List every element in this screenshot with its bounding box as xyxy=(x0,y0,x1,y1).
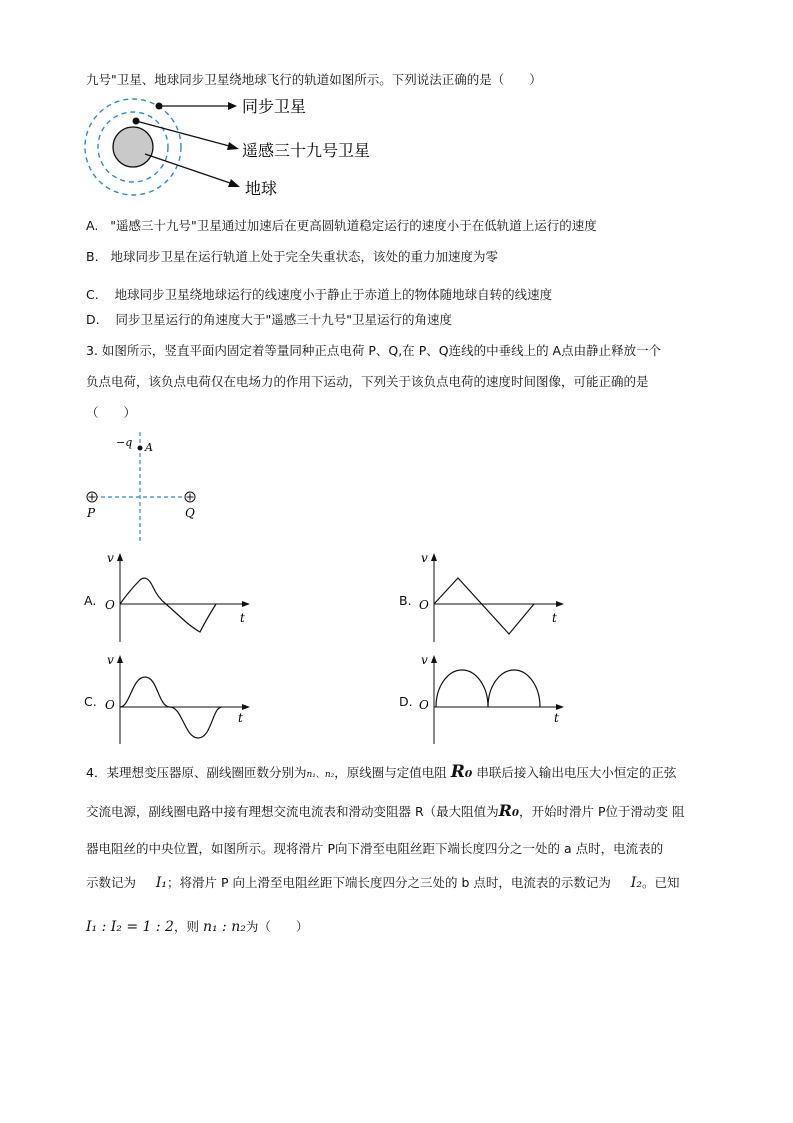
axis-t-label: t xyxy=(238,711,243,725)
option-text: 地球同步卫星在运行轨道上处于完全失重状态，该处的重力加速度为零 xyxy=(110,249,498,264)
var-n2: n₂ xyxy=(324,770,335,780)
q4-line2 xyxy=(86,801,684,820)
earth-circle xyxy=(113,127,153,167)
origin-label: O xyxy=(419,598,429,612)
label-yaogan: 遥感三十九号卫星 xyxy=(242,141,371,160)
axis-t-label: t xyxy=(552,611,557,625)
label-sync: 同步卫星 xyxy=(242,97,307,116)
origin-label: O xyxy=(105,698,115,712)
origin-label: O xyxy=(419,698,429,712)
q4-line4 xyxy=(86,873,679,891)
graph-a xyxy=(100,550,260,645)
point-a-dot xyxy=(138,446,143,451)
graph-a-key: A. xyxy=(84,593,97,608)
graph-b-curve xyxy=(434,578,534,634)
var-r0: R₀ xyxy=(450,762,473,782)
q4-text: 4．某理想变压器原、副线圈匝数分别为 xyxy=(86,765,307,780)
var-i2: I₂ xyxy=(630,875,642,891)
charge-q-label: Q xyxy=(185,506,195,520)
option-text: 同步卫星运行的角速度大于"遥感三十九号"卫星运行的角速度 xyxy=(115,312,453,327)
q2-option-b xyxy=(86,247,498,265)
orbit-figure xyxy=(75,92,405,202)
q4-text: ，则 xyxy=(173,919,199,934)
axis-t-label: t xyxy=(240,611,245,625)
graph-c xyxy=(100,652,260,747)
graph-d-key: D. xyxy=(399,694,413,709)
option-text: 地球同步卫星绕地球运行的线速度小于静止于赤道上的物体随地球自转的线速度 xyxy=(114,287,553,302)
q3-stem-line2: 负点电荷，该负点电荷仅在电场力的作用下运动，下列关于该负点电荷的速度时间图像，可能正确的是 xyxy=(86,374,649,389)
q4-text: ；将滑片 P 向上滑至电阻丝距下端长度四分之三处的 b 点时，电流表的示数记为 xyxy=(167,875,611,890)
option-key: B. xyxy=(86,249,99,264)
q3-stem-line3: （ ） xyxy=(86,405,137,420)
axis-v-label: v xyxy=(107,551,114,565)
graph-d-curve xyxy=(436,670,540,707)
q4-text: 为（ ） xyxy=(245,919,309,934)
axis-v-label: v xyxy=(107,653,114,667)
turns-ratio: n₁ : n₂ xyxy=(202,919,246,935)
point-a-label: A xyxy=(145,441,153,454)
option-key: A. xyxy=(86,218,99,233)
label-earth: 地球 xyxy=(245,179,278,198)
q4-text: ，原线圈与定值电阻 xyxy=(334,765,447,780)
graph-c-key: C. xyxy=(84,694,97,709)
axis-t-label: t xyxy=(554,711,559,725)
graph-d xyxy=(414,652,574,747)
axis-v-label: v xyxy=(421,653,428,667)
var-i1: I₁ xyxy=(155,875,168,891)
q2-option-a xyxy=(86,216,597,234)
option-key: C. xyxy=(86,287,99,302)
charge-p-label: P xyxy=(87,506,96,520)
graph-a-curve xyxy=(120,578,216,632)
q4-text: 交流电源，副线圈电路中接有理想交流电流表和滑动变阻器 R（最大阻值为 xyxy=(86,804,499,819)
q4-text: ，开始时滑片 P位于滑动变 阻 xyxy=(518,804,685,819)
q4-text: 示数记为 xyxy=(86,875,137,890)
q4-sep: 、 xyxy=(315,770,325,780)
origin-label: O xyxy=(105,598,115,612)
q4-line3: 器电阻丝的中央位置，如图所示。现将滑片 P向下滑至电阻丝距下端长度四分之一处的 a 点时，电流表的 xyxy=(86,841,664,856)
graph-b-key: B. xyxy=(399,593,412,608)
option-key: D. xyxy=(86,312,100,327)
axis-v-label: v xyxy=(421,551,428,565)
q4-line1 xyxy=(86,762,676,782)
option-text: "遥感三十九号"卫星通过加速后在更高圆轨道稳定运行的速度小于在低轨道上运行的速度 xyxy=(110,218,597,233)
graph-b xyxy=(414,550,574,645)
q4-text: 。已知 xyxy=(641,875,680,890)
q2-option-c xyxy=(86,285,552,303)
q4-text: 串联后接入输出电压大小恒定的正弦 xyxy=(476,765,677,780)
current-ratio: I₁ : I₂ = 1 : 2 xyxy=(86,919,174,935)
var-r0-max: R₀ xyxy=(498,801,519,820)
charge-figure xyxy=(82,432,212,547)
q3-stem-line1: 3. 如图所示，竖直平面内固定着等量同种正点电荷 P、Q,在 P、Q连线的中垂线上的 A点由静止释放一个 xyxy=(86,343,662,358)
var-n1: n₁ xyxy=(306,770,316,780)
q2-stem: 九号"卫星、地球同步卫星绕地球飞行的轨道如图所示。下列说法正确的是（ ） xyxy=(86,72,542,87)
charge-label: −q xyxy=(116,436,133,449)
q2-option-d xyxy=(86,310,452,328)
q4-line5 xyxy=(86,917,308,935)
